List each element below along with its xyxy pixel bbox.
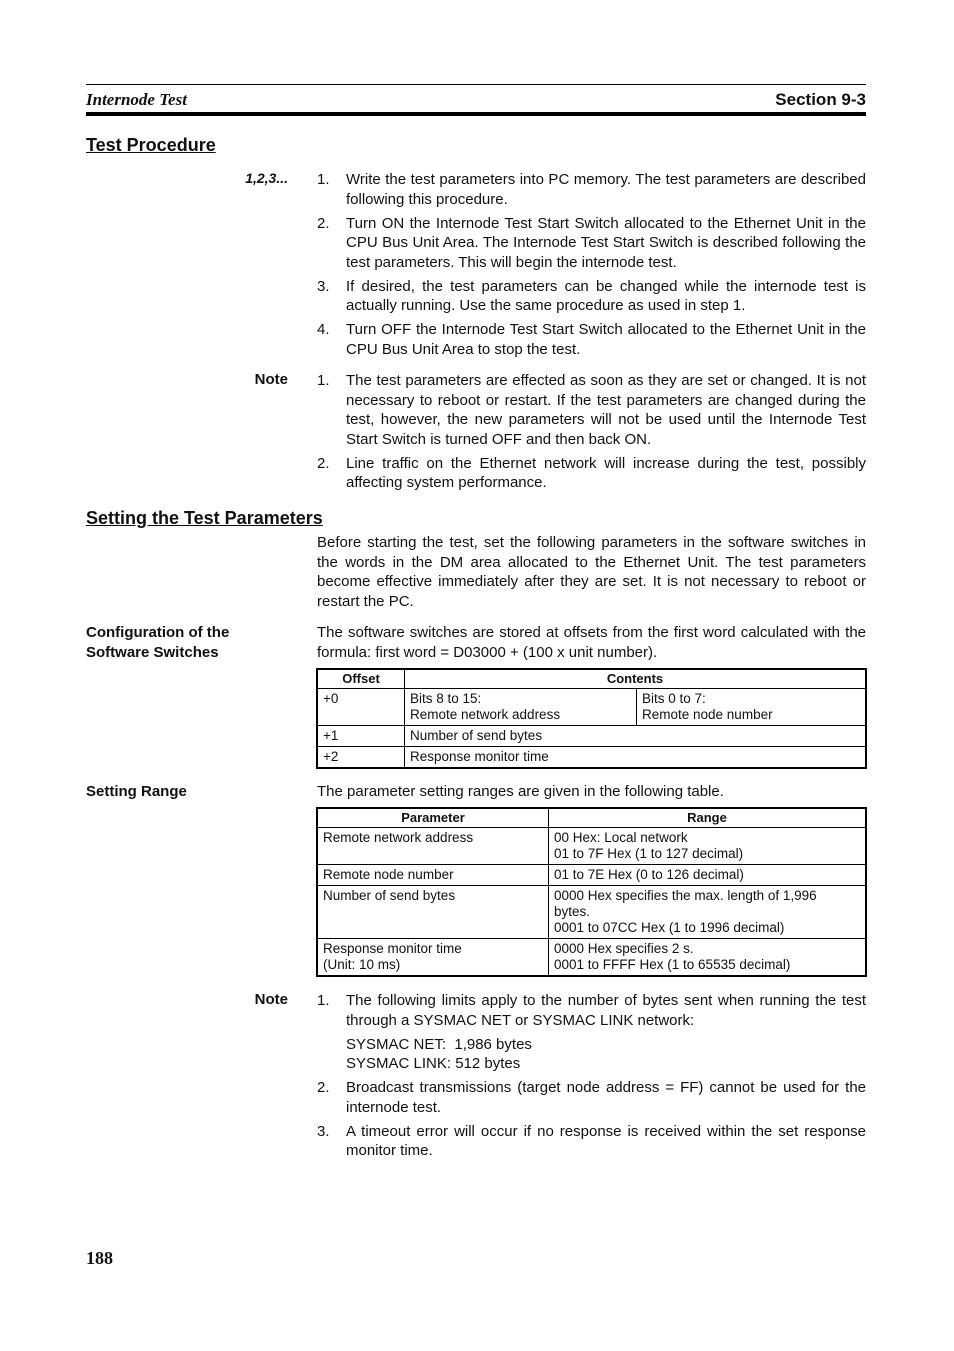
list-item [317, 991, 866, 1074]
item-text: Turn OFF the Internode Test Start Switch allocated to the Ethernet Unit in the CPU Bus Unit Area to stop the test. [346, 321, 866, 358]
table-cell: Number of send bytes [405, 726, 867, 747]
item-number: 4. [317, 321, 330, 338]
setting-notes [317, 991, 866, 1165]
table-cell: 0000 Hex specifies the max. length of 1,996 bytes. 0001 to 07CC Hex (1 to 1996 decimal) [549, 886, 867, 939]
item-number: 3. [317, 277, 330, 295]
table-cell: Remote node number [317, 865, 549, 886]
config-text: The software switches are stored at offsets from the first word calculated with the formula: first word = D03000 + (100 x unit number). [317, 624, 866, 661]
table-row [317, 865, 866, 886]
list-item [317, 1122, 866, 1161]
item-number: 1. [317, 372, 330, 389]
list-item [317, 371, 866, 449]
column-header: Parameter [317, 808, 549, 828]
procedure-notes [317, 371, 866, 497]
table-cell: +0 [317, 689, 405, 726]
table-cell: Response monitor time [405, 747, 867, 769]
item-body [346, 991, 866, 1074]
item-text: Turn ON the Internode Test Start Switch allocated to the Ethernet Unit in the CPU Bus Unit Area. The Internode Test Start Switch is described following the test parameters. This will begin the internode test. [346, 214, 866, 271]
column-header: Contents [405, 669, 867, 689]
list-item [317, 214, 866, 273]
item-number: 1. [317, 992, 330, 1009]
list-item [317, 170, 866, 209]
column-header: Range [549, 808, 867, 828]
list-item [317, 277, 866, 316]
heading-test-procedure: Test Procedure [86, 135, 216, 155]
config-label [86, 623, 229, 662]
item-text: Broadcast transmissions (target node address = FF) cannot be used for the internode test. [346, 1079, 866, 1116]
item-text: Write the test parameters into PC memory. The test parameters are described following this procedure. [346, 171, 866, 208]
list-item [317, 1078, 866, 1117]
header-rule-top [86, 84, 866, 85]
table-cell: Response monitor time (Unit: 10 ms) [317, 939, 549, 977]
table-cell: Bits 0 to 7: Remote node number [637, 689, 867, 726]
table-cell: +1 [317, 726, 405, 747]
item-number: 2. [317, 454, 330, 472]
header-rule-bottom [86, 112, 866, 116]
note-label: Note [254, 371, 288, 388]
heading-setting-parameters: Setting the Test Parameters [86, 508, 323, 528]
item-text: If desired, the test parameters can be changed while the internode test is actually running. Use the same procedure as used in step 1. [346, 277, 866, 314]
table-header-row [317, 669, 866, 689]
table-cell: +2 [317, 747, 405, 769]
steps-label: 1,2,3... [245, 170, 288, 186]
list-item [317, 320, 866, 359]
table-cell: 0000 Hex specifies 2 s. 0001 to FFFF Hex (1 to 65535 decimal) [549, 939, 867, 977]
table-cell: 00 Hex: Local network 01 to 7F Hex (1 to 127 decimal) [549, 828, 867, 865]
table-row [317, 726, 866, 747]
item-text: A timeout error will occur if no response is received within the set response monitor time. [346, 1122, 866, 1159]
item-number: 1. [317, 171, 330, 188]
item-number: 2. [317, 214, 330, 232]
item-subline: SYSMAC LINK: 512 bytes [346, 1055, 521, 1072]
offset-table [316, 668, 867, 769]
range-label: Setting Range [86, 783, 187, 800]
table-cell: 01 to 7E Hex (0 to 126 decimal) [549, 865, 867, 886]
table-header-row [317, 808, 866, 828]
range-text: The parameter setting ranges are given in the following table. [317, 783, 724, 800]
table-row [317, 747, 866, 769]
section-number: Section 9-3 [775, 90, 866, 109]
table-row [317, 689, 866, 726]
item-number: 3. [317, 1122, 330, 1140]
table-row [317, 939, 866, 977]
item-text: The following limits apply to the number of bytes sent when running the test through a SYSMAC NET or SYSMAC LINK network: [346, 992, 866, 1029]
config-label-line: Configuration of the [86, 624, 230, 641]
page-number: 188 [86, 1248, 113, 1268]
chapter-title: Internode Test [86, 90, 187, 109]
table-cell: Remote network address [317, 828, 549, 865]
setting-intro: Before starting the test, set the following parameters in the software switches in the words in the DM area allocated to the Ethernet Unit. The test parameters become effective immediately after they are set. It is not necessary to reboot or restart the PC. [317, 534, 866, 610]
config-label-line: Software Switches [86, 643, 219, 661]
list-item [317, 454, 866, 493]
procedure-steps [317, 170, 866, 364]
item-subline: SYSMAC NET: 1,986 bytes [346, 1035, 532, 1053]
note-label: Note [254, 991, 288, 1008]
item-number: 2. [317, 1079, 330, 1096]
range-table [316, 807, 867, 977]
column-header: Offset [317, 669, 405, 689]
table-row [317, 828, 866, 865]
table-row [317, 886, 866, 939]
table-cell: Number of send bytes [317, 886, 549, 939]
table-cell: Bits 8 to 15: Remote network address [405, 689, 637, 726]
item-text: The test parameters are effected as soon as they are set or changed. It is not necessary to reboot or restart. If the test parameters are changed during the test, however, the new parameters will not be used until the Internode Test Start Switch is turned OFF and then back ON. [346, 372, 866, 448]
item-text: Line traffic on the Ethernet network will increase during the test, possibly affecting system performance. [346, 454, 866, 491]
